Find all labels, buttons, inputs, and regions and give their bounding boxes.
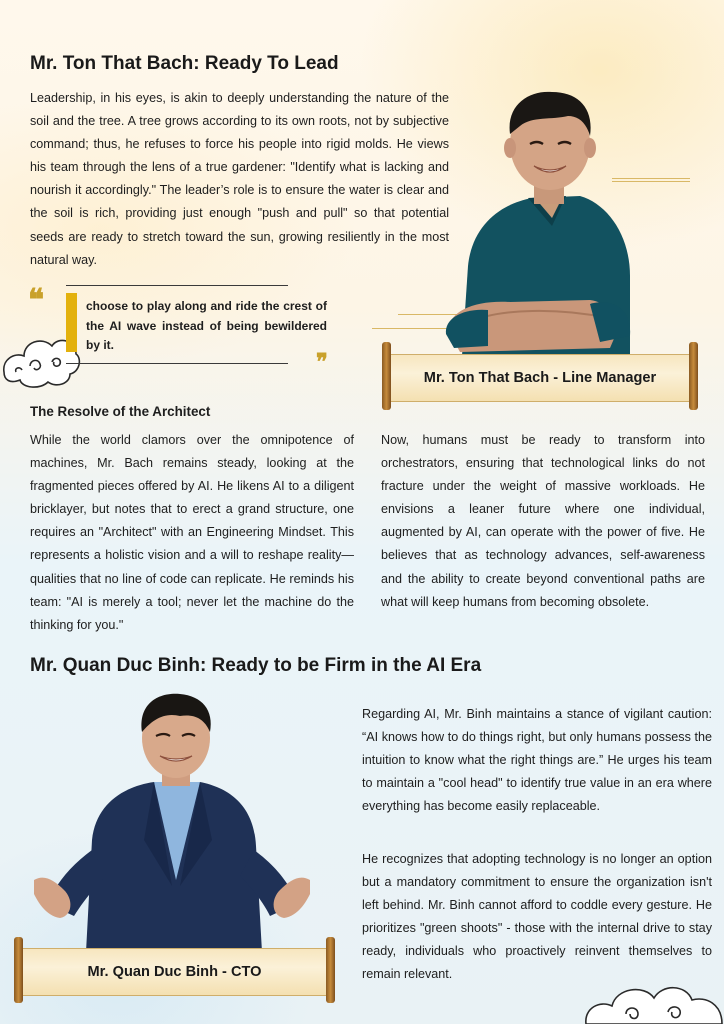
binh-paragraph-1: Regarding AI, Mr. Binh maintains a stance of vigilant caution: “AI knows how to do things right, but only humans possess the intuition to know what the right things are.” He urges his team to maintain a "cool head" to identify true value in an era where everything has become easily replaceable.: [362, 707, 712, 814]
quote-bottom-line: [66, 363, 288, 364]
intro-paragraph: Leadership, in his eyes, is akin to deeply understanding the nature of the soil and the tree. A tree grows according to its own roots, not by subjective command; thus, he refuses to force his people into rigid molds. He views his team through the lens of a true gardener: "Identify what is lacking and nourish it accordingly." The leader’s role is to ensure the water is clear and the soil is rich, providing just enough "push and pull" so that potential seeds are ready to stretch toward the sun, growing resiliently in the most natural way.: [30, 91, 449, 267]
scroll-roller-icon: [14, 937, 23, 1003]
scroll-roller-icon: [326, 937, 335, 1003]
binh-paragraph-2: He recognizes that adopting technology is no longer an option but a mandatory commitment to ensure the organization isn't left behind. Mr. Binh cannot afford to coddle every gesture. He prioritizes "green shoots" - those with the internal drive to stay ready, individuals who proactively reinvent themselves to remain relevant.: [362, 852, 712, 982]
column-left-paragraph: While the world clamors over the omnipotence of machines, Mr. Bach remains steady, looking at the fragmented pieces offered by AI. He likens AI to a diligent bricklayer, but notes that to erect a grand structure, one requires an "Architect" with an Engineering Mindset. This represents a holistic vision and a will to reshape reality—qualities that no line of code can replicate. He reminds his team: "AI is merely a tool; never let the machine do the thinking for you.": [30, 433, 354, 632]
column-right-paragraph: Now, humans must be ready to transform into orchestrators, ensuring that technological links do not fracture under the weight of massive workloads. He envisions a leaner future where one individual, augmented by AI, can operate with the power of five. He believes that as technology advances, self-awareness and the ability to create beyond conventional paths are what will keep humans from becoming obsolete.: [381, 433, 705, 609]
quote-bar: [66, 293, 77, 352]
caption-binh: Mr. Quan Duc Binh - CTO: [87, 964, 262, 980]
subheading-architect: The Resolve of the Architect: [30, 404, 211, 419]
caption-scroll-bach: [381, 342, 701, 412]
quote-top-line: [66, 285, 288, 286]
section-title-bach: Mr. Ton That Bach: Ready To Lead: [30, 53, 339, 74]
section-title-binh: Mr. Quan Duc Binh: Ready to be Firm in the AI Era: [30, 655, 482, 676]
caption-bach: Mr. Ton That Bach - Line Manager: [423, 370, 657, 386]
scroll-roller-icon: [382, 342, 391, 410]
portrait-photo-binh: [34, 690, 310, 952]
quote-open-icon: ❝: [28, 283, 45, 318]
caption-scroll-binh: [14, 937, 338, 1005]
scroll-roller-icon: [689, 342, 698, 410]
quote-close-icon: ❞: [316, 349, 328, 375]
portrait-photo-bach: [440, 86, 636, 356]
highlight-quote: choose to play along and ride the crest of the AI wave instead of being bewildered by it.: [86, 299, 327, 352]
